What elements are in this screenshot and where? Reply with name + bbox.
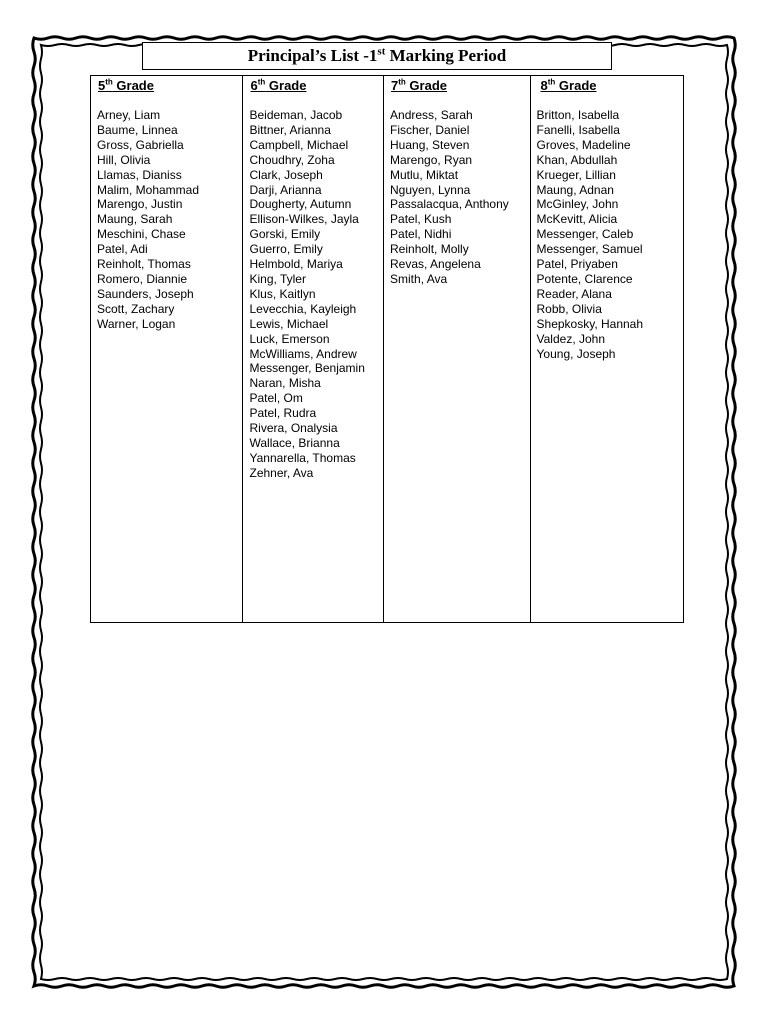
- list-item: Helmbold, Mariya: [249, 257, 343, 272]
- list-item: Romero, Diannie: [97, 271, 188, 286]
- list-item: Patel, Nidhi: [390, 227, 452, 242]
- list-item: Reinholt, Molly: [390, 242, 469, 257]
- list-item: Hill, Olivia: [97, 152, 151, 167]
- list-item: Patel, Priyaben: [536, 257, 618, 272]
- list-item: Huang, Steven: [390, 137, 470, 152]
- list-item: Reinholt, Thomas: [97, 257, 191, 272]
- list-item: Patel, Om: [249, 391, 303, 406]
- list-item: Beideman, Jacob: [249, 108, 343, 122]
- list-item: Maung, Adnan: [536, 182, 614, 197]
- list-item: Khan, Abdullah: [536, 152, 618, 167]
- name-list: [97, 108, 236, 332]
- list-item: Marengo, Ryan: [390, 152, 473, 167]
- column-header: 7th Grade: [391, 77, 447, 93]
- list-item: Scott, Zachary: [97, 301, 175, 316]
- grade-column-8: [531, 76, 683, 622]
- list-item: Potente, Clarence: [536, 271, 633, 286]
- grade-column-5: [91, 76, 243, 622]
- name-list: [249, 108, 377, 481]
- list-item: Bittner, Arianna: [249, 122, 331, 137]
- list-item: McGinley, John: [536, 197, 619, 212]
- list-item: Lewis, Michael: [249, 316, 329, 331]
- grade-column-7: [384, 76, 531, 622]
- list-item: Smith, Ava: [390, 271, 448, 286]
- list-item: Dougherty, Autumn: [249, 197, 352, 212]
- list-item: Llamas, Dianiss: [97, 167, 182, 182]
- list-item: Campbell, Michael: [249, 137, 349, 152]
- list-item: Patel, Adi: [97, 242, 148, 257]
- column-header: 6th Grade: [250, 77, 307, 93]
- list-item: Andress, Sarah: [390, 108, 473, 122]
- list-item: Fischer, Daniel: [390, 122, 470, 137]
- list-item: Patel, Kush: [390, 212, 452, 227]
- list-item: McWilliams, Andrew: [249, 346, 357, 361]
- list-item: Warner, Logan: [97, 316, 176, 331]
- list-item: Levecchia, Kayleigh: [249, 301, 357, 316]
- list-item: Klus, Kaitlyn: [249, 286, 316, 301]
- list-item: Messenger, Caleb: [536, 227, 634, 242]
- column-header: 8th Grade: [540, 77, 597, 93]
- grade-column-6: [243, 76, 384, 622]
- list-item: Robb, Olivia: [536, 301, 602, 316]
- list-item: Zehner, Ava: [249, 465, 314, 480]
- list-item: Luck, Emerson: [249, 331, 330, 346]
- list-item: Maung, Sarah: [97, 212, 173, 227]
- grade-table: [90, 75, 684, 623]
- list-item: Revas, Angelena: [390, 257, 481, 272]
- name-list: [390, 108, 524, 287]
- list-item: Shepkosky, Hannah: [536, 316, 644, 331]
- list-item: Krueger, Lillian: [536, 167, 616, 182]
- list-item: Baume, Linnea: [97, 122, 178, 137]
- list-item: Young, Joseph: [536, 346, 616, 361]
- list-item: Yannarella, Thomas: [249, 450, 356, 465]
- list-item: Naran, Misha: [249, 376, 321, 391]
- list-item: Valdez, John: [536, 331, 606, 346]
- list-item: Darji, Arianna: [249, 182, 322, 197]
- list-item: Choudhry, Zoha: [249, 152, 335, 167]
- list-item: Messenger, Samuel: [536, 242, 643, 257]
- list-item: Messenger, Benjamin: [249, 361, 365, 376]
- list-item: Arney, Liam: [97, 108, 161, 122]
- list-item: Passalacqua, Anthony: [390, 197, 509, 212]
- list-item: Marengo, Justin: [97, 197, 183, 212]
- list-item: Groves, Madeline: [536, 137, 631, 152]
- list-item: Malim, Mohammad: [97, 182, 200, 197]
- list-item: Mutlu, Miktat: [390, 167, 459, 182]
- list-item: Rivera, Onalysia: [249, 421, 338, 436]
- list-item: McKevitt, Alicia: [536, 212, 618, 227]
- list-item: Wallace, Brianna: [249, 435, 340, 450]
- list-item: Guerro, Emily: [249, 242, 323, 257]
- list-item: King, Tyler: [249, 271, 306, 286]
- list-item: Saunders, Joseph: [97, 286, 194, 301]
- list-item: Reader, Alana: [536, 286, 612, 301]
- name-list: [537, 108, 677, 361]
- list-item: Gross, Gabriella: [97, 137, 184, 152]
- list-item: Patel, Rudra: [249, 406, 317, 421]
- list-item: Meschini, Chase: [97, 227, 186, 242]
- list-item: Clark, Joseph: [249, 167, 323, 182]
- list-item: Ellison-Wilkes, Jayla: [249, 212, 359, 227]
- list-item: Britton, Isabella: [536, 108, 620, 122]
- column-header: 5th Grade: [98, 77, 154, 93]
- list-item: Fanelli, Isabella: [536, 122, 620, 137]
- list-item: Nguyen, Lynna: [390, 182, 471, 197]
- page-title: Principal’s List -1st Marking Period: [142, 42, 612, 70]
- list-item: Gorski, Emily: [249, 227, 321, 242]
